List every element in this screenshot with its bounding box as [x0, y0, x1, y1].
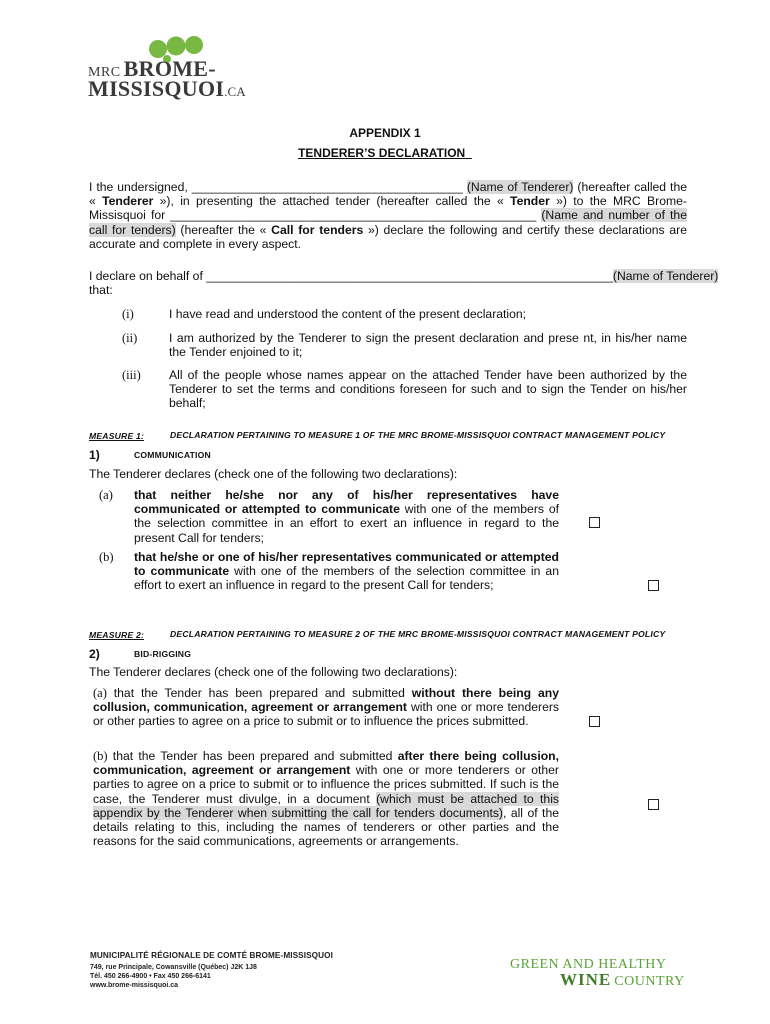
measure-2-subheading: 2) BID-RIGGING — [89, 647, 192, 661]
measure-1-option-a-checkbox[interactable] — [589, 517, 600, 528]
measure-1-lead: The Tenderer declares (check one of the following two declarations): — [89, 467, 458, 481]
declaration-item: (ii) I am authorized by the Tenderer to sign the present declaration and prese nt, in his/her name the Tender enjoined to it; — [122, 331, 687, 360]
slogan-wine: WINE — [560, 970, 612, 989]
measure-1-option-b: (b) that he/she or one of his/her representatives communicated or attempted to communicate with one of the members of the selection committee in an effort to exert an influence in regard to the present Call for tenders; — [99, 550, 559, 593]
measure-2-lead: The Tenderer declares (check one of the following two declarations): — [89, 665, 458, 679]
logo-brome: BROME- — [123, 56, 216, 81]
behalf-paragraph: I declare on behalf of ____________________________________________________________ (Name of Tenderer) that: — [89, 269, 719, 298]
measure-1-option-a: (a) that neither he/she nor any of his/her representatives have communicated or attempted to communicate with one of the members of the selection committee in an effort to exert an influence in regard to the present Call for tenders; — [99, 488, 559, 545]
page-subtitle: TENDERER’S DECLARATION — [298, 146, 466, 160]
footer-address — [90, 950, 390, 990]
measure-1-subheading: 1) COMMUNICATION — [89, 448, 211, 462]
footer-phone: Tél. 450 266-4900 • Fax 450 266-6141 — [90, 973, 211, 980]
declaration-item: (iii) All of the people whose names appear on the attached Tender have been authorized by the Tenderer to set the terms and conditions foreseen for such and to sign the Tender on his/her behalf; — [122, 368, 687, 411]
measure-1-option-b-checkbox[interactable] — [648, 580, 659, 591]
footer-org: MUNICIPALITÉ RÉGIONALE DE COMTÉ BROME-MISSISQUOI — [90, 951, 333, 960]
measure-2-option-a-checkbox[interactable] — [589, 716, 600, 727]
logo-mrc: MRC — [88, 65, 121, 80]
measure-2-heading: MEASURE 2: DECLARATION PERTAINING TO MEASURE 2 OF THE MRC BROME-MISSISQUOI CONTRACT MANAGEMENT POLICY — [89, 629, 666, 640]
slogan-line-1: GREEN AND HEALTHY — [510, 957, 667, 972]
logo-ca: .CA — [224, 84, 246, 99]
logo-missisquoi: MISSISQUOI — [88, 76, 225, 101]
measure-1-heading: MEASURE 1: DECLARATION PERTAINING TO MEASURE 1 OF THE MRC BROME-MISSISQUOI CONTRACT MANAGEMENT POLICY — [89, 430, 666, 441]
measure-2-option-b-checkbox[interactable] — [648, 799, 659, 810]
measure-2-option-b: (b) that the Tender has been prepared and submitted after there being collusion, communication, agreement or arrangement with one or more tenderers or other parties to agree on a price to submit or to influence the prices submitted. If such is the case, the Tenderer must divulge, in a document (which must be attached to this appendix by the Tenderer when submitting the call for tenders documents), all of the details relating to this, including the names of tenderers or other parties and the reasons for the said communications, agreements or arrangements. — [93, 749, 559, 849]
footer-slogan — [510, 958, 710, 990]
logo — [88, 34, 268, 104]
intro-paragraph: I the undersigned, ________________________________________ (Name of Tenderer) (hereafter called the « Tenderer »), in presenting the attached tender (hereafter called the « Tender ») to the MRC Brome-Missisquoi for ______________________________________________________ (Name and number of the call for tenders) (hereafter the « Call for tenders ») declare the following and certify these declarations are accurate and complete in every aspect. — [89, 180, 687, 251]
page-title: APPENDIX 1 — [349, 126, 421, 140]
declaration-item: (i) I have read and understood the content of the present declaration; — [122, 307, 527, 321]
slogan-country: COUNTRY — [614, 974, 685, 989]
measure-2-option-a: (a) that the Tender has been prepared and submitted without there being any collusion, communication, agreement or arrangement with one or more tenderers or other parties to agree on a price to submit or to influence the prices submitted. — [93, 686, 560, 729]
footer-street: 749, rue Principale, Cowansville (Québec) J2K 1J8 — [90, 964, 257, 971]
footer-website: www.brome-missisquoi.ca — [90, 982, 179, 989]
